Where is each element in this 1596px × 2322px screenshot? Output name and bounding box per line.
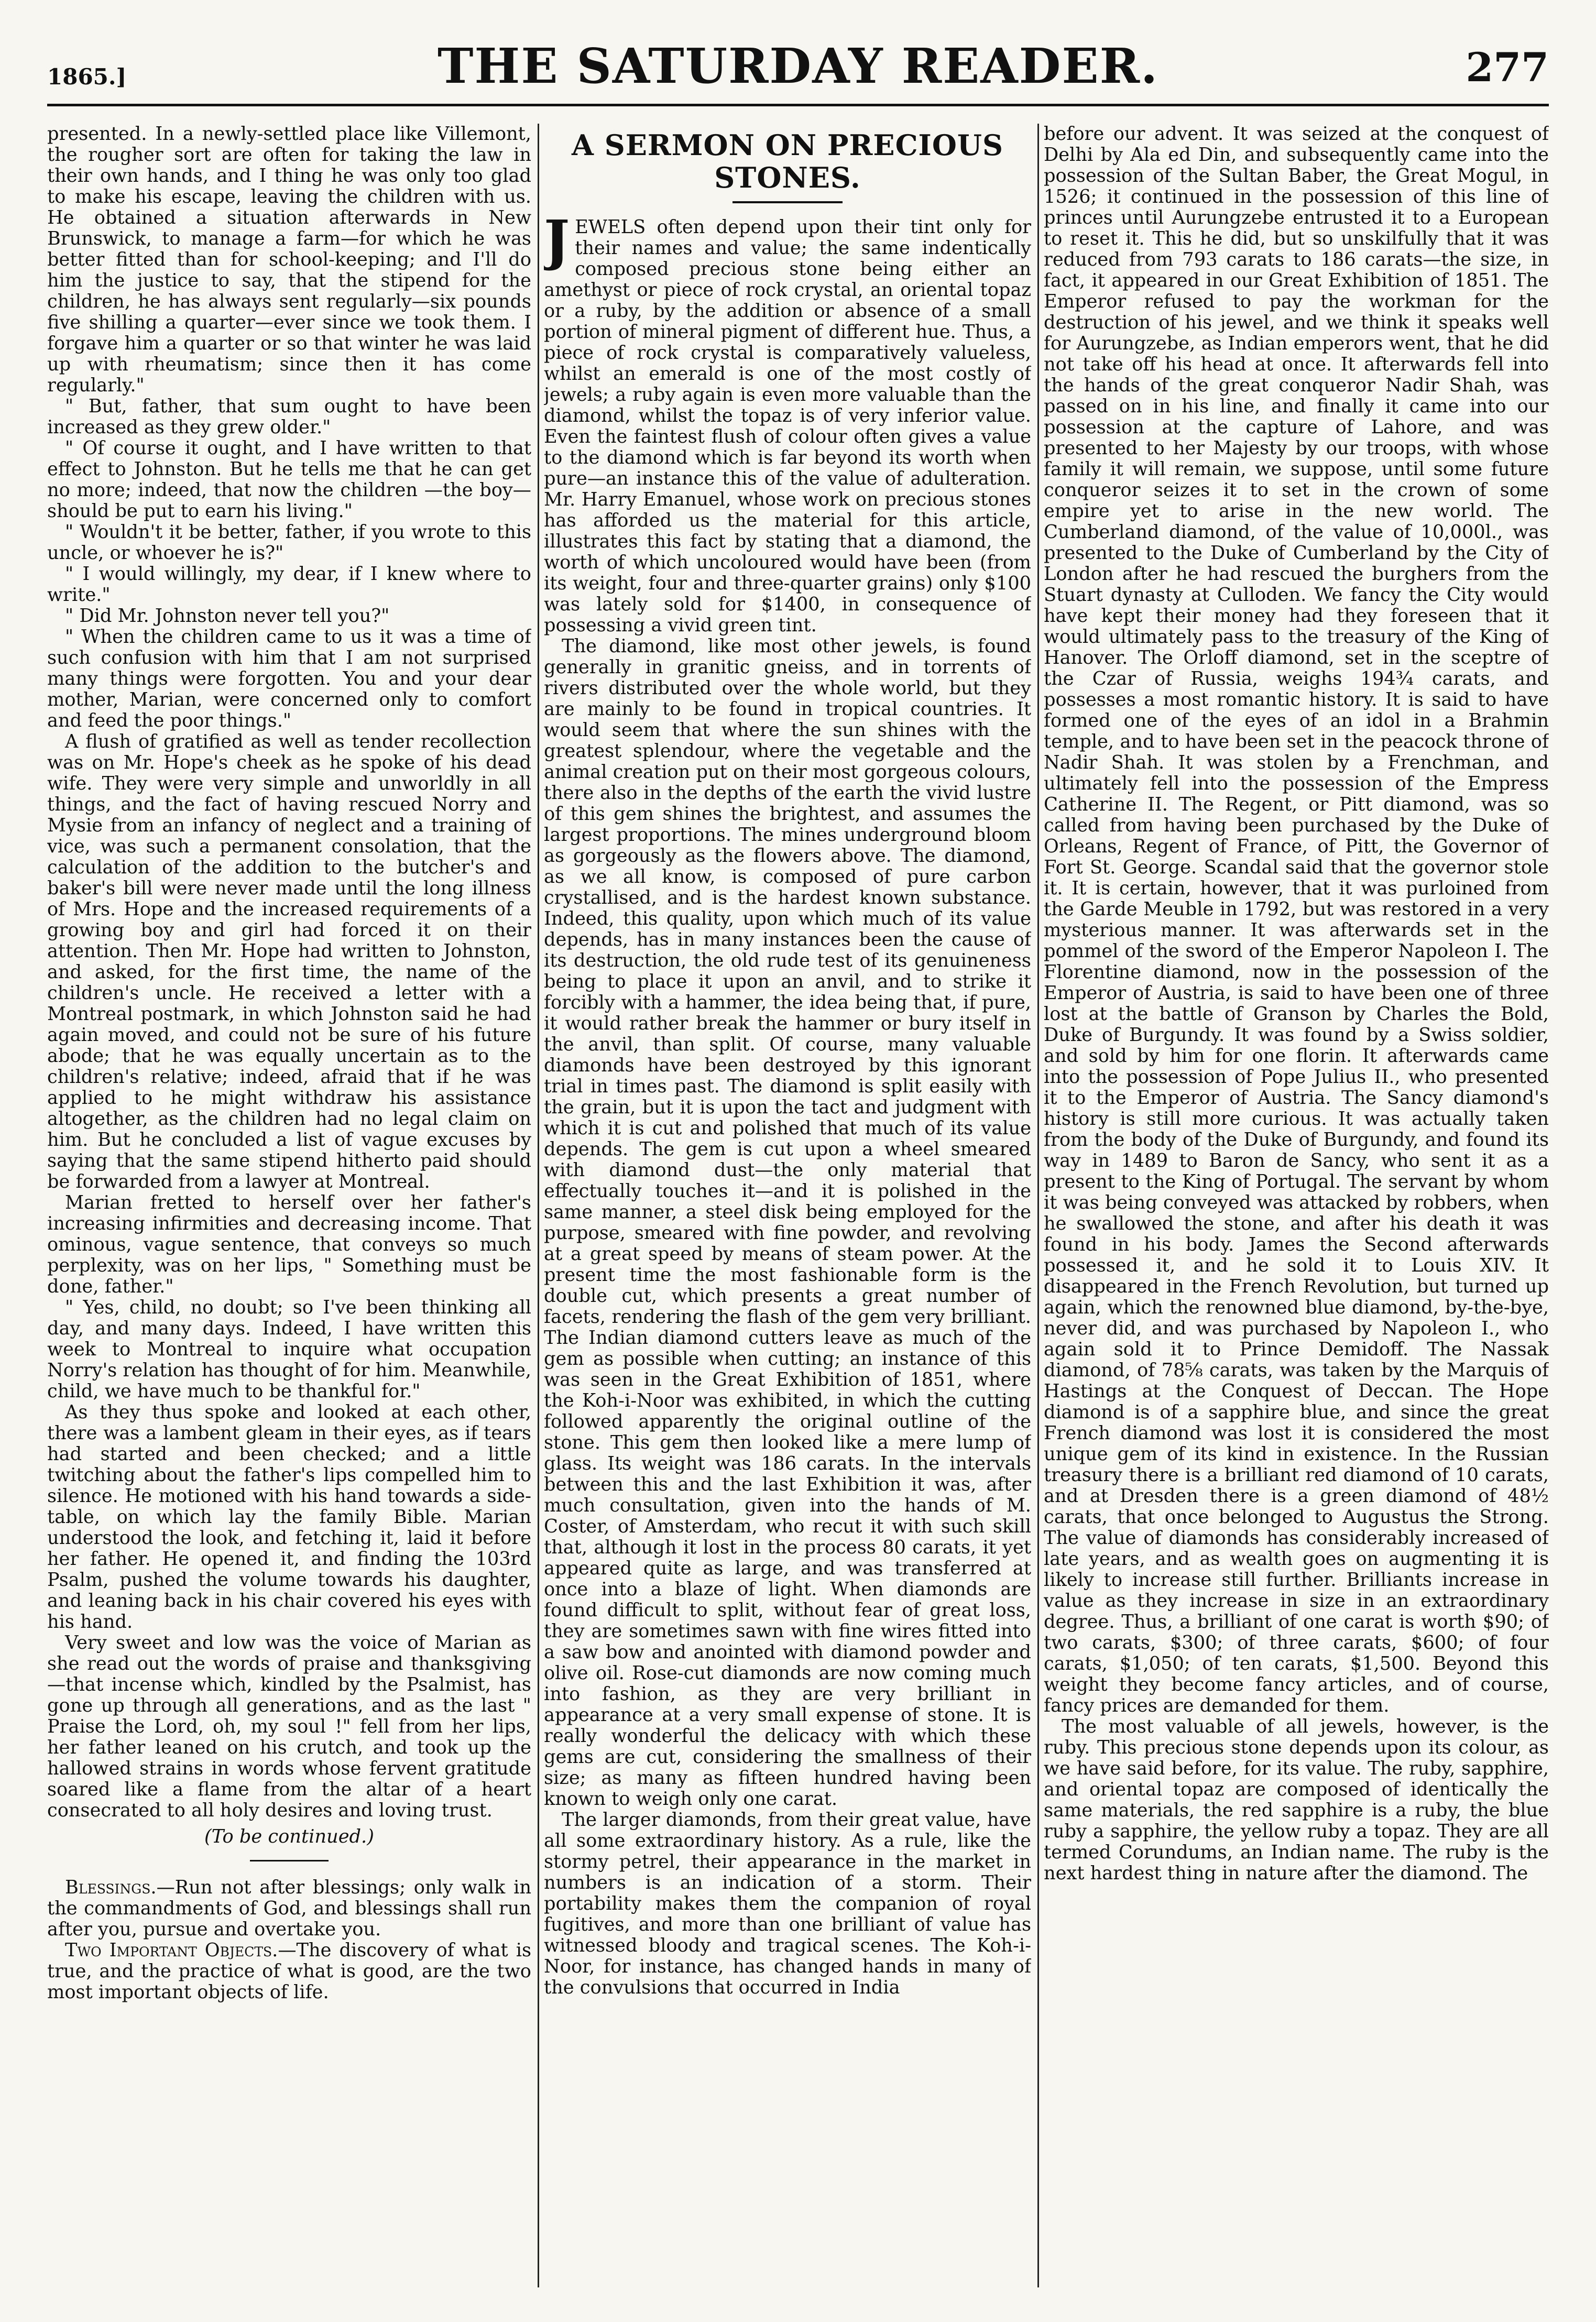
- masthead-year: 1865.]: [47, 64, 127, 90]
- article-paragraph: The diamond, like most other jewels, is found generally in granitic gneiss, and in torrents of rivers distributed over the whole world, but they are mainly to be found in tropical countries. It would seem that where the sun shines with the greatest splendour, where the vegetable and the animal creation put on their most gorgeous colours, there also in the depths of the earth the vivid lustre of this gem shines the brightest, and assumes the largest proportions. The mines underground bloom as gorgeously as the flowers above. The diamond, as we all know, is composed of pure carbon crystallised, and is the hardest known substance. Indeed, this quality, upon which much of its value depends, has in many instances been the cause of its destruction, the old rude test of its genuineness being to place it upon an anvil, and to strike it forcibly with a hammer, the idea being that, if pure, it would rather break the hammer or bury itself in the anvil, than split. Of course, many valuable diamonds have been destroyed by this ignorant trial in times past. The diamond is split easily with the grain, but it is upon the tact and judgment with which it is cut and polished that much of its value depends. The gem is cut upon a wheel smeared with diamond dust—the only material that effectually touches it—and it is polished in the same manner, a steel disk being employed for the purpose, smeared with fine powder, and revolving at a great speed by means of steam power. At the present time the most fashionable form is the double cut, which presents a great number of facets, rendering the flash of the gem very brilliant. The Indian diamond cutters leave as much of the gem as possible when cutting; an instance of this was seen in the Great Exhibition of 1851, where the Koh-i-Noor was exhibited, in which the cutting followed apparently the original outline of the stone. This gem then looked like a mere lump of glass. Its weight was 186 carats. In the intervals between this and the last Exhibition it was, after much consultation, given into the hands of M. Coster, of Amsterdam, who recut it with such skill that, although it lost in the process 80 carats, it yet appeared quite as large, and was transferred at once into a blaze of light. When diamonds are found difficult to split, without fear of great loss, they are sometimes sawn with fine wires fitted into a saw bow and anointed with diamond powder and olive oil. Rose-cut diamonds are now coming much into fashion, as they are very brilliant in appearance at a very small expense of stone. It is really wonderful the delicacy with which these gems are cut, considering the smallness of their size; as many as fifteen hundred having been known to weigh only one carat.: [544, 636, 1031, 1810]
- story-paragraph: " But, father, that sum ought to have been increased as they grew older.": [47, 396, 531, 438]
- first-paragraph-text: EWELS often depend upon their tint only for their names and value; the same indentically composed precious stone being either an amethyst or piece of rock crystal, an oriental topaz or a ruby, by the addition or absence of a small portion of mineral pigment of different hue. Thus, a piece of rock crystal is comparatively valueless, whilst an emerald is one of the most costly of jewels; a ruby again is even more valuable than the diamond, whilst the topaz is of very inferior value. Even the faintest flush of colour often gives a value to the diamond which is far beyond its worth when pure—an instance this of the value of adulteration. Mr. Harry Emanuel, whose work on precious stones has afforded us the material for this article, illustrates this fact by stating that a diamond, the worth of which uncoloured would have been (from its weight, four and three-quarter grains) only $100 was lately sold for $1400, in consequence of possessing a vivid green tint.: [544, 216, 1031, 636]
- article-paragraph: before our advent. It was seized at the conquest of Delhi by Ala ed Din, and subsequently came into the possession of the Sultan Baber, the Great Mogul, in 1526; it continued in the possession of this line of princes until Aurungzebe entrusted it to a European to reset it. This he did, but so unskilfully that it was reduced from 793 carats to 186 carats—the size, in fact, it appeared in our Great Exhibition of 1851. The Emperor refused to pay the workman for the destruction of his jewel, and we think it speaks well for Aurungzebe, as Indian emperors went, that he did not take off his head at once. It afterwards fell into the hands of the great conqueror Nadir Shah, was passed on in his line, and finally it came into our possession at the capture of Lahore, and was presented to her Majesty by our troops, with whose family it will remain, we suppose, until some future conqueror seizes it to set in the crown of some empire yet to arise in the new world. The Cumberland diamond, of the value of 10,000l., was presented to the Duke of Cumberland by the City of London after he had rescued the burghers from the Stuart dynasty at Culloden. We fancy the City would have kept their money had they foreseen that it would ultimately pass to the treasury of the King of Hanover. The Orloff diamond, set in the sceptre of the Czar of Russia, weighs 194¾ carats, and possesses a most romantic history. It is said to have formed one of the eyes of an idol in a Brahmin temple, and to have been set in the peacock throne of Nadir Shah. It was stolen by a Frenchman, and ultimately fell into the possession of the Empress Catherine II. The Regent, or Pitt diamond, was so called from having been purchased by the Duke of Orleans, Regent of France, of Pitt, the Governor of Fort St. George. Scandal said that the governor stole it. It is certain, however, that it was purloined from the Garde Meuble in 1792, but was restored in a very mysterious manner. It was afterwards set in the pommel of the sword of the Emperor Napoleon I. The Florentine diamond, now in the possession of the Emperor of Austria, is said to have been one of three lost at the battle of Granson by Charles the Bold, Duke of Burgundy. It was found by a Swiss soldier, and sold by him for one florin. It afterwards came into the possession of Pope Julius II., who presented it to the Emperor of Austria. The Sancy diamond's history is still more curious. It was actually taken from the body of the Duke of Burgundy, and found its way in 1489 to Baron de Sancy, who sent it as a present to the King of Portugal. The servant by whom it was being conveyed was attacked by robbers, when he swallowed the stone, and after his death it was found in his body. James the Second afterwards possessed it, and he sold it to Louis XIV. It disappeared in the French Revolution, but turned up again, which the renowned blue diamond, by-the-bye, never did, and was purchased by Napoleon I., who again sold it to Prince Demidoff. The Nassak diamond, of 78⅝ carats, was taken by the Marquis of Hastings at the Conquest of Deccan. The Hope diamond is of a sapphire blue, and since the great French diamond was lost it is considered the most unique gem of its kind in existence. In the Russian treasury there is a brilliant red diamond of 10 carats, and at Dresden there is a green diamond of 48½ carats, that once belonged to Augustus the Strong. The value of diamonds has considerably increased of late years, and as wealth goes on augmenting it is likely to increase still further. Brilliants increase in value as they increase in size in an extraordinary degree. Thus, a brilliant of one carat is worth $90; of two carats, $300; of three carats, $600; of four carats, $1,050; of ten carats, $1,500. Beyond this weight they become fancy articles, and of course, fancy prices are demanded for them.: [1044, 124, 1549, 1716]
- article-paragraph: The most valuable of all jewels, however, is the ruby. This precious stone depends upon its colour, as we have said before, for its value. The ruby, sapphire, and oriental topaz are composed of identically the same materials, the red sapphire is a ruby, the blue ruby a sapphire, the yellow ruby a topaz. They are all termed Corundums, an Indian name. The ruby is the next hardest thing in nature after the diamond. The: [1044, 1716, 1549, 1884]
- story-paragraph: " I would willingly, my dear, if I knew where to write.": [47, 563, 531, 606]
- column-divider: [1037, 124, 1039, 2287]
- blessings-text: —Run not after blessings; only walk in the commandments of God, and blessings shall run after you, pursue and overtake you.: [47, 1877, 531, 1940]
- title-rule: [733, 201, 843, 203]
- article-first-paragraph: [544, 208, 1031, 636]
- story-paragraph: As they thus spoke and looked at each other, there was a lambent gleam in their eyes, as if tears had started and been checked; and a little twitching about the father's lips compelled him to silence. He motioned with his hand towards a side-table, on which lay the family Bible. Marian understood the look, and fetching it, laid it before her father. He opened it, and finding the 103rd Psalm, pushed the volume towards his daughter, and leaning back in his chair covered his eyes with his hand.: [47, 1401, 531, 1633]
- story-paragraph: " Of course it ought, and I have written to that effect to Johnston. But he tells me that he can get no more; indeed, that now the children —the boy—should be put to earn his living.": [47, 437, 531, 522]
- masthead: [47, 32, 1549, 111]
- story-paragraph: Marian fretted to herself over her father's increasing infirmities and decreasing income. That ominous, vague sentence, that conveys so much perplexity, was on her lips, " Something must be done, father.": [47, 1192, 531, 1297]
- masthead-title: THE SATURDAY READER.: [437, 38, 1159, 94]
- story-paragraph: " Yes, child, no doubt; so I've been thinking all day, and many days. Indeed, I have written this week to Montreal to inquire what occupation Norry's relation has thought of for him. Meanwhile, child, we have much to be thankful for.": [47, 1297, 531, 1402]
- story-paragraph: Very sweet and low was the voice of Marian as she read out the words of praise and thanksgiving—that incense which, kindled by the Psalmist, has gone up through all generations, and as the last " Praise the Lord, oh, my soul !" fell from her lips, her father leaned on his crutch, and took up the hallowed strains in words whose fervent gratitude soared like a flame from the altar of a heart consecrated to all holy desires and loving trust.: [47, 1632, 531, 1821]
- column-3: [1044, 124, 1549, 2287]
- separator-rule: [250, 1860, 329, 1861]
- to-be-continued: (To be continued.): [204, 1826, 374, 1847]
- story-paragraph: presented. In a newly-settled place like Villemont, the rougher sort are often for taking the law in their own hands, and I thing he was only too glad to make his escape, leaving the children with us. He obtained a situation afterwards in New Brunswick, to manage a farm—for which he was better fitted than for school-keeping; and I'll do him the justice to say, that the stipend for the children, he has always sent regularly—six pounds five shilling a quarter—ever since we took them. I forgave him a quarter or so that winter he was laid up with rheumatism; since then it has come regularly.": [47, 124, 531, 396]
- objects-text: —The discovery of what is true, and the practice of what is good, are the two most important objects of life.: [47, 1940, 531, 2003]
- story-paragraph: " Did Mr. Johnston never tell you?": [65, 605, 390, 627]
- story-paragraph: " When the children came to us it was a time of such confusion with him that I am not surprised many things were forgotten. You and your dear mother, Marian, were concerned only to comfort and feed the poor things.": [47, 626, 531, 731]
- article-title: A SERMON ON PRECIOUS STONES.: [572, 128, 1003, 194]
- article-paragraph: The larger diamonds, from their great value, have all some extraordinary history. As a rule, like the stormy petrel, their appearance in the market in numbers is an indication of a storm. Their portability makes them the companion of royal fugitives, and more than one brilliant of value has witnessed bloody and tragical scenes. The Koh-i-Noor, for instance, has changed hands in many of the convulsions that occurred in India: [544, 1809, 1031, 1998]
- column-divider: [538, 124, 539, 2287]
- masthead-rule: [47, 104, 1549, 106]
- objects-heading: Two Important Objects.: [65, 1940, 278, 1961]
- story-paragraph: " Wouldn't it be better, father, if you wrote to this uncle, or whoever he is?": [47, 521, 531, 564]
- blessings-heading: Blessings.: [65, 1877, 157, 1898]
- story-paragraph: A flush of gratified as well as tender recollection was on Mr. Hope's cheek as he spoke of his dead wife. They were very simple and unworldly in all things, and the fact of having rescued Norry and Mysie from an infancy of neglect and a training of vice, was such a permanent consolation, that the calculation of the addition to the butcher's and baker's bill were never made until the long illness of Mrs. Hope and the increased requirements of a growing boy and girl had forced it on their attention. Then Mr. Hope had written to Johnston, and asked, for the first time, the name of the children's uncle. He received a letter with a Montreal postmark, in which Johnston said he had again moved, and could not be sure of his future abode; that he was equally uncertain as to the children's relative; indeed, afraid that if he was applied to he might withdraw his assistance altogether, as the children had no legal claim on him. But he concluded a list of vague excuses by saying that the same stipend hitherto paid should be forwarded from a lawyer at Montreal.: [47, 731, 531, 1192]
- drop-cap: J: [544, 208, 570, 272]
- blessings-item: [47, 1877, 531, 1940]
- page-number: 277: [1466, 44, 1549, 91]
- column-1: [47, 124, 531, 2287]
- column-2: [544, 124, 1031, 2287]
- objects-item: [47, 1940, 531, 2003]
